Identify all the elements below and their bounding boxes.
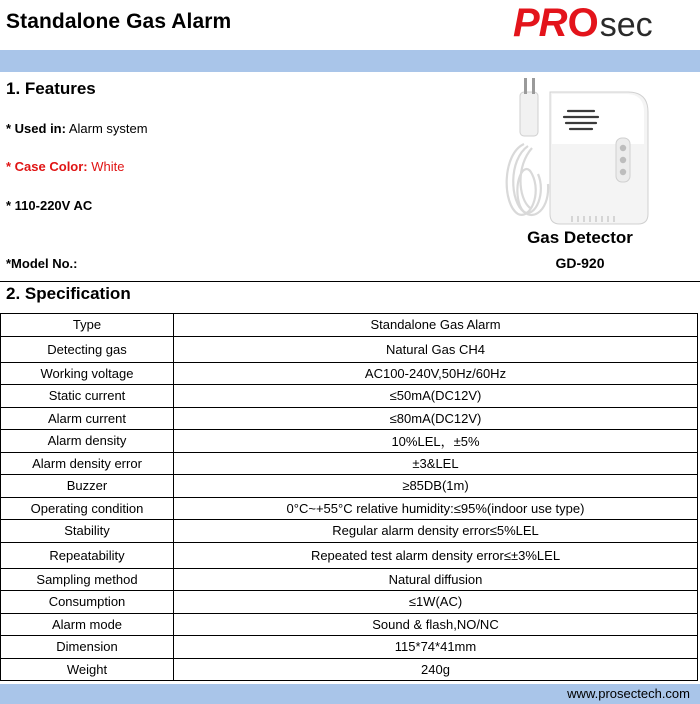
table-row (1, 385, 698, 408)
feature-used-in (6, 121, 148, 136)
spec-value: ≤80mA(DC12V) (174, 407, 698, 430)
spec-label: Dimension (1, 636, 174, 659)
features-heading: 1. Features (6, 79, 96, 98)
spec-value: Natural diffusion (174, 568, 698, 591)
spec-value: ±3&LEL (174, 452, 698, 475)
table-row (1, 568, 698, 591)
feature-case-color (6, 159, 124, 174)
gas-detector-image (498, 74, 668, 232)
spec-value: ≤1W(AC) (174, 591, 698, 614)
spec-label: Consumption (1, 591, 174, 614)
spec-label: Static current (1, 385, 174, 408)
spec-value: Standalone Gas Alarm (174, 314, 698, 337)
table-row (1, 497, 698, 520)
specification-table (0, 313, 698, 681)
spec-value: 0°C~+55°C relative humidity:≤95%(indoor use type) (174, 497, 698, 520)
used-in-value: Alarm system (65, 121, 148, 136)
table-row (1, 520, 698, 543)
spec-label: Alarm current (1, 407, 174, 430)
case-color-label: * Case Color: (6, 159, 88, 174)
spec-value: Repeated test alarm density error≤±3%LEL (174, 542, 698, 568)
product-caption-name: Gas Detector (527, 228, 633, 247)
model-number-label: *Model No.: (6, 256, 78, 271)
website-link[interactable]: www.prosectech.com (567, 686, 690, 701)
spec-label: Detecting gas (1, 336, 174, 362)
table-row (1, 591, 698, 614)
table-row (1, 362, 698, 385)
spec-label: Stability (1, 520, 174, 543)
logo-pr: PR (513, 1, 567, 45)
spec-value: 240g (174, 658, 698, 681)
spec-value: ≤50mA(DC12V) (174, 385, 698, 408)
table-row (1, 658, 698, 681)
spec-label: Type (1, 314, 174, 337)
table-row (1, 475, 698, 498)
table-row (1, 314, 698, 337)
prosec-logo (513, 3, 653, 43)
feature-power: * 110-220V AC (6, 198, 93, 213)
spec-value: 10%LEL，±5% (174, 430, 698, 453)
spec-label: Weight (1, 658, 174, 681)
table-row (1, 636, 698, 659)
spec-label: Operating condition (1, 497, 174, 520)
table-row (1, 407, 698, 430)
spec-value: Natural Gas CH4 (174, 336, 698, 362)
spec-label: Alarm density (1, 430, 174, 453)
case-color-value: White (87, 159, 125, 174)
table-row (1, 613, 698, 636)
spec-value: 115*74*41mm (174, 636, 698, 659)
spec-label: Repeatability (1, 542, 174, 568)
spec-divider (0, 281, 700, 282)
table-row (1, 542, 698, 568)
spec-label: Working voltage (1, 362, 174, 385)
product-caption-model: GD-920 (555, 255, 605, 271)
table-row (1, 430, 698, 453)
logo-o: O (567, 1, 599, 45)
spec-label: Sampling method (1, 568, 174, 591)
spec-value: Sound & flash,NO/NC (174, 613, 698, 636)
header-band (0, 50, 700, 72)
spec-value: ≥85DB(1m) (174, 475, 698, 498)
spec-value: Regular alarm density error≤5%LEL (174, 520, 698, 543)
specification-heading: 2. Specification (6, 284, 131, 303)
used-in-label: * Used in: (6, 121, 66, 136)
spec-label: Buzzer (1, 475, 174, 498)
table-row (1, 452, 698, 475)
table-row (1, 336, 698, 362)
spec-label: Alarm density error (1, 452, 174, 475)
page-title: Standalone Gas Alarm (6, 10, 232, 33)
logo-sec: sec (599, 6, 653, 44)
spec-value: AC100-240V,50Hz/60Hz (174, 362, 698, 385)
spec-label: Alarm mode (1, 613, 174, 636)
